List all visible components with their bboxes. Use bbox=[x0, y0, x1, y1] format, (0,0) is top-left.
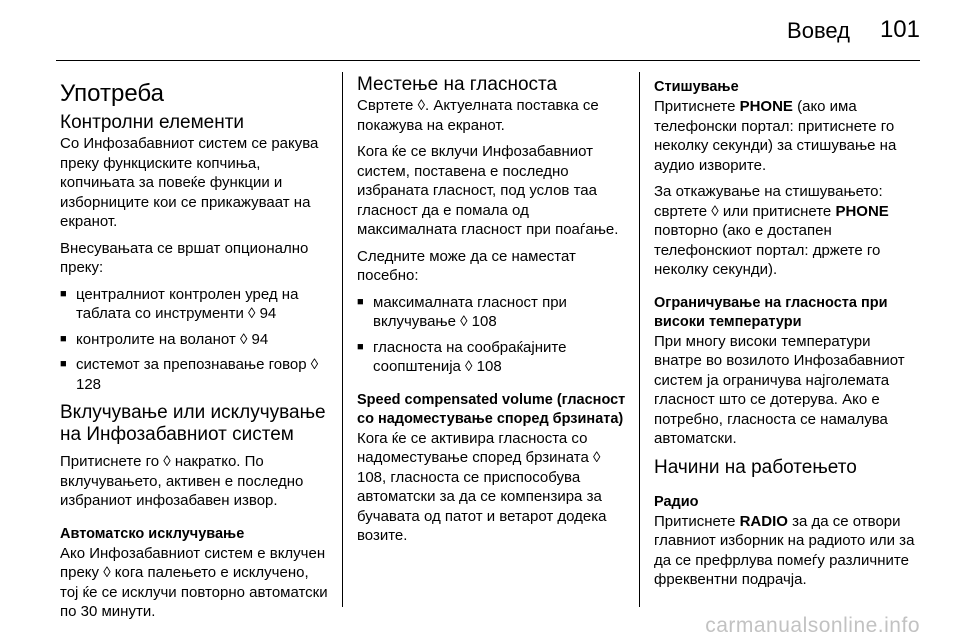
list-item: ■ максималната гласност при вклучување ◊ 108 bbox=[357, 293, 627, 332]
subheading-auto-off: Автоматско исклучување bbox=[60, 525, 245, 542]
column-3 bbox=[654, 74, 922, 597]
header-title: Вовед bbox=[787, 18, 850, 43]
list-item: ■ контролите на воланот ◊ 94 bbox=[60, 330, 330, 350]
volume-paragraph-2: Кога ќе се вклучи Инфозабавниот систем, поставена е последно избраната гласност, под услов таа гласност да е помала од максималната гласност при поаѓање. bbox=[357, 143, 619, 238]
column-1 bbox=[60, 74, 330, 629]
section-heading-volume: Местење на гласноста bbox=[357, 74, 558, 95]
phone-key-label: PHONE bbox=[739, 98, 793, 115]
list-item: ■ системот за препознавање говор ◊ 128 bbox=[60, 355, 330, 394]
list-item: ■ централниот контролен уред на таблата со инструменти ◊ 94 bbox=[60, 285, 330, 324]
subheading-radio: Радио bbox=[654, 493, 699, 510]
watermark: carmanualsonline.info bbox=[705, 614, 920, 637]
section-heading-power: Вклучување или исклучување на Инфозабавниот систем bbox=[60, 402, 326, 445]
subheading-temperature-limit: Ограничување на гласноста при високи температури bbox=[654, 294, 888, 330]
mute-paragraph-2: За откажување на стишувањето: свртете ◊ или притиснете PHONE повторно (ако е достапен телефонскиот портал: држете го неколку секунди). bbox=[654, 183, 889, 278]
radio-key-label: RADIO bbox=[739, 512, 788, 530]
volume-settings-list bbox=[357, 293, 627, 377]
auto-off-paragraph: Ако Инфозабавниот систем е вклучен преку ◊ кога палењето е исклучено, тој ќе се исклучи повторно автоматски по 30 минути. bbox=[60, 544, 328, 620]
radio-paragraph: Притиснете RADIO за да се отвори главниот изборник на радиото или за да се префрлува помеѓу различните фреквентни подрачја. bbox=[654, 512, 915, 588]
main-heading: Употреба bbox=[60, 80, 164, 107]
section-heading-modes: Начини на работењето bbox=[654, 456, 857, 478]
inputs-paragraph: Внесувањата се вршат опционално преку: bbox=[60, 239, 309, 276]
volume-paragraph-3: Следните може да се наместат посебно: bbox=[357, 247, 576, 284]
mute-paragraph-1: Притиснете PHONE (ако има телефонски портал: притиснете го неколку секунди) за стишување на аудио изворите. bbox=[654, 98, 897, 174]
controls-paragraph: Со Инфозабавниот систем се ракува преку функциските копчиња, копчињата за повеќе функции и изборниците кои се прикажуваат на екранот. bbox=[60, 135, 319, 230]
volume-paragraph-1: Свртете ◊. Актуелната поставка се покажува на екранот. bbox=[357, 97, 599, 134]
column-2 bbox=[357, 74, 627, 553]
header-divider bbox=[56, 60, 920, 61]
column-divider-2 bbox=[639, 72, 640, 607]
phone-key-label: PHONE bbox=[835, 202, 889, 220]
section-heading-controls: Контролни елементи bbox=[60, 112, 245, 133]
list-item: ■ гласноста на сообраќајните соопштенија ◊ 108 bbox=[357, 338, 627, 377]
input-methods-list bbox=[60, 285, 330, 395]
page-number: 101 bbox=[879, 16, 920, 43]
subheading-mute: Стишување bbox=[654, 79, 739, 95]
subheading-speed-volume: Speed compensated volume (гласност со надоместување според брзината) bbox=[357, 391, 626, 427]
speed-volume-paragraph: Кога ќе се активира гласноста со надоместување според брзината ◊ 108, гласноста се приспособува автоматски за да се компензира за бучавата од патот и ветарот додека возите. bbox=[357, 429, 607, 544]
temperature-limit-paragraph: При многу високи температури внатре во возилото Инфозабавниот систем ја ограничува најголемата гласност што се дотерува. Ако е потребно, гласноста се намалува автоматски. bbox=[654, 332, 905, 447]
column-divider-1 bbox=[342, 72, 343, 607]
power-paragraph: Притиснете го ◊ накратко. По вклучувањето, активен е последно избраниот инфозабавен извор. bbox=[60, 453, 304, 509]
